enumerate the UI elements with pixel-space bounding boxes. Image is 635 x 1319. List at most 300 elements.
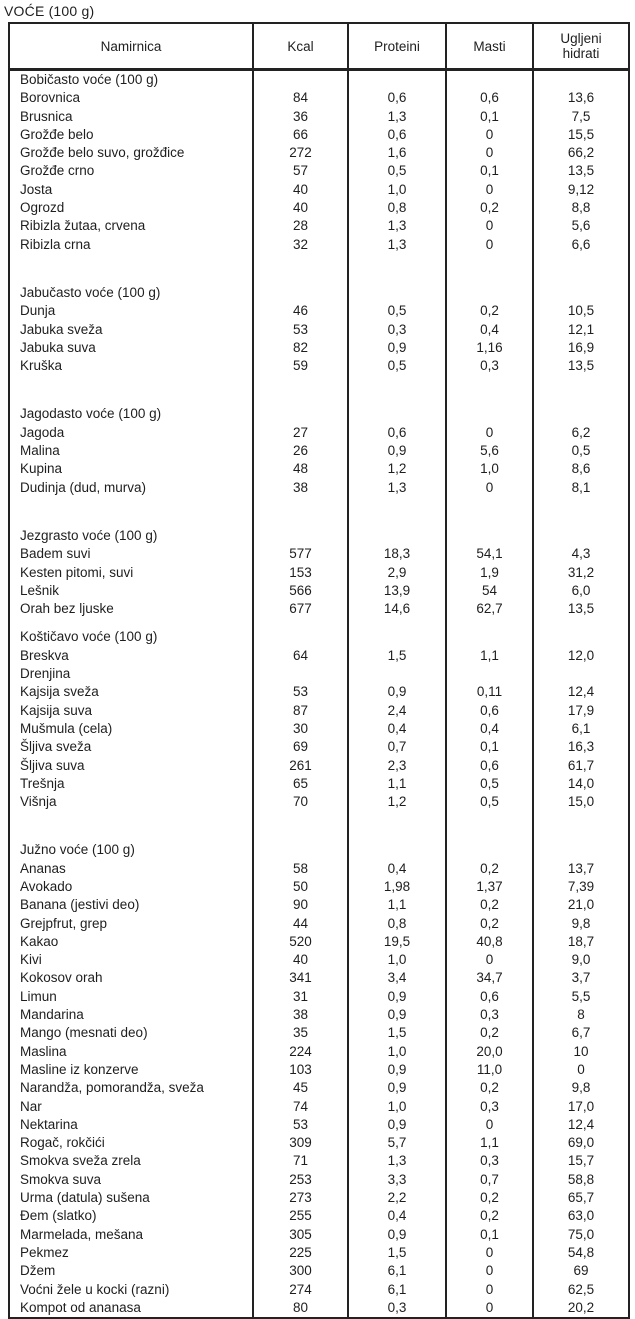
table-row (9, 915, 629, 933)
spacer-cell (348, 254, 446, 284)
ugljeni-hidrati-cell: 13,5 (533, 357, 629, 375)
spacer-cell (253, 811, 348, 841)
kcal-cell: 65 (253, 775, 348, 793)
section-empty-cell (253, 841, 348, 859)
masti-cell: 0,2 (446, 1079, 533, 1097)
food-name-cell: Mušmula (cela) (20, 720, 113, 736)
kcal-cell: 38 (253, 479, 348, 497)
kcal-cell: 32 (253, 236, 348, 254)
proteini-cell: 0,6 (348, 126, 446, 144)
proteini-cell: 0,4 (348, 720, 446, 738)
proteini-cell: 0,5 (348, 162, 446, 180)
section-spacer (9, 254, 629, 284)
section-empty-cell (533, 628, 629, 646)
ugljeni-hidrati-cell: 5,5 (533, 988, 629, 1006)
spacer-cell (533, 497, 629, 527)
masti-cell: 0,6 (446, 89, 533, 107)
proteini-cell: 1,1 (348, 896, 446, 914)
ugljeni-hidrati-cell: 15,5 (533, 126, 629, 144)
column-header-namirnica (9, 23, 253, 70)
masti-cell: 0 (446, 479, 533, 497)
ugljeni-hidrati-cell: 8,8 (533, 199, 629, 217)
column-header-label: Proteini (374, 38, 420, 54)
spacer-cell (9, 618, 253, 628)
section-name: Jabučasto voće (100 g) (20, 284, 161, 300)
kcal-cell: 225 (253, 1244, 348, 1262)
proteini-cell: 5,7 (348, 1134, 446, 1152)
section-empty-cell (446, 284, 533, 302)
column-header-proteini (348, 23, 446, 70)
section-spacer (9, 497, 629, 527)
food-name-cell: Malina (20, 443, 60, 459)
column-header-kcal (253, 23, 348, 70)
section-empty-cell (253, 628, 348, 646)
ugljeni-hidrati-cell: 8,6 (533, 460, 629, 478)
section-spacer (9, 618, 629, 628)
ugljeni-hidrati-cell: 18,7 (533, 933, 629, 951)
table-row (9, 181, 629, 199)
kcal-cell: 57 (253, 162, 348, 180)
section-empty-cell (253, 405, 348, 423)
spacer-cell (253, 254, 348, 284)
table-row (9, 479, 629, 497)
spacer-cell (348, 375, 446, 405)
proteini-cell: 0,9 (348, 442, 446, 460)
masti-cell: 0,7 (446, 1171, 533, 1189)
ugljeni-hidrati-cell: 61,7 (533, 757, 629, 775)
kcal-cell: 50 (253, 878, 348, 896)
kcal-cell: 26 (253, 442, 348, 460)
food-name-cell: Grožđe crno (20, 163, 95, 179)
proteini-cell: 0,9 (348, 988, 446, 1006)
spacer-cell (253, 497, 348, 527)
proteini-cell: 1,0 (348, 1043, 446, 1061)
proteini-cell: 13,9 (348, 582, 446, 600)
spacer-cell (533, 254, 629, 284)
food-name-cell: Dudinja (dud, murva) (20, 479, 147, 495)
section-header-row (9, 284, 629, 302)
table-row (9, 199, 629, 217)
food-name-cell: Grejpfrut, grep (20, 915, 108, 931)
ugljeni-hidrati-cell: 10 (533, 1043, 629, 1061)
ugljeni-hidrati-cell: 75,0 (533, 1226, 629, 1244)
table-row (9, 545, 629, 563)
food-name-cell: Nektarina (20, 1116, 78, 1132)
food-name-cell: Badem suvi (20, 546, 91, 562)
proteini-cell: 1,3 (348, 217, 446, 235)
kcal-cell: 300 (253, 1262, 348, 1280)
masti-cell: 0,6 (446, 757, 533, 775)
masti-cell: 0 (446, 424, 533, 442)
food-name-cell: Jagoda (20, 424, 65, 440)
proteini-cell: 0,9 (348, 1226, 446, 1244)
masti-cell: 0,2 (446, 302, 533, 320)
food-name-cell: Mango (mesnati deo) (20, 1025, 148, 1041)
food-name-cell: Kajsija suva (20, 702, 93, 718)
table-row (9, 720, 629, 738)
kcal-cell: 90 (253, 896, 348, 914)
food-name-cell: Smokva suva (20, 1171, 102, 1187)
food-name-cell: Avokado (20, 878, 73, 894)
table-row (9, 951, 629, 969)
masti-cell: 0,6 (446, 702, 533, 720)
column-header-label: Kcal (287, 38, 314, 54)
section-header-row (9, 70, 629, 90)
table-row (9, 460, 629, 478)
ugljeni-hidrati-cell: 3,7 (533, 969, 629, 987)
section-empty-cell (533, 841, 629, 859)
ugljeni-hidrati-cell (533, 665, 629, 683)
kcal-cell: 40 (253, 181, 348, 199)
proteini-cell: 3,4 (348, 969, 446, 987)
table-row (9, 1189, 629, 1207)
section-empty-cell (253, 527, 348, 545)
proteini-cell: 0,9 (348, 339, 446, 357)
food-name-cell: Voćni žele u kocki (razni) (20, 1281, 170, 1297)
section-header-row (9, 527, 629, 545)
spacer-cell (348, 811, 446, 841)
masti-cell: 1,0 (446, 460, 533, 478)
spacer-cell (533, 811, 629, 841)
proteini-cell: 14,6 (348, 600, 446, 618)
section-empty-cell (348, 405, 446, 423)
kcal-cell: 103 (253, 1061, 348, 1079)
proteini-cell: 0,3 (348, 1299, 446, 1318)
masti-cell: 0,2 (446, 860, 533, 878)
masti-cell: 0 (446, 181, 533, 199)
masti-cell: 54 (446, 582, 533, 600)
kcal-cell: 274 (253, 1281, 348, 1299)
proteini-cell: 0,9 (348, 1116, 446, 1134)
table-row (9, 357, 629, 375)
proteini-cell: 0,9 (348, 1079, 446, 1097)
masti-cell: 0,3 (446, 1152, 533, 1170)
table-row (9, 683, 629, 701)
proteini-cell: 1,0 (348, 1098, 446, 1116)
section-header-row (9, 405, 629, 423)
ugljeni-hidrati-cell: 16,9 (533, 339, 629, 357)
masti-cell: 1,9 (446, 564, 533, 582)
nutrition-table (8, 22, 630, 1319)
masti-cell (446, 665, 533, 683)
proteini-cell: 1,2 (348, 793, 446, 811)
kcal-cell: 44 (253, 915, 348, 933)
table-row (9, 988, 629, 1006)
ugljeni-hidrati-cell: 10,5 (533, 302, 629, 320)
proteini-cell: 6,1 (348, 1281, 446, 1299)
masti-cell: 0,2 (446, 1024, 533, 1042)
food-name-cell: Šljiva suva (20, 757, 85, 773)
kcal-cell: 520 (253, 933, 348, 951)
table-row (9, 144, 629, 162)
proteini-cell: 1,5 (348, 1244, 446, 1262)
masti-cell: 0,11 (446, 683, 533, 701)
table-row (9, 339, 629, 357)
ugljeni-hidrati-cell: 58,8 (533, 1171, 629, 1189)
table-row (9, 1152, 629, 1170)
food-name-cell: Kivi (20, 952, 42, 968)
kcal-cell: 64 (253, 647, 348, 665)
spacer-cell (348, 618, 446, 628)
ugljeni-hidrati-cell: 8 (533, 1006, 629, 1024)
table-row (9, 321, 629, 339)
section-empty-cell (533, 70, 629, 90)
masti-cell: 1,1 (446, 647, 533, 665)
food-name-cell: Šljiva sveža (20, 739, 92, 755)
table-row (9, 108, 629, 126)
kcal-cell: 74 (253, 1098, 348, 1116)
proteini-cell: 1,5 (348, 647, 446, 665)
proteini-cell: 0,6 (348, 424, 446, 442)
header-row (9, 23, 629, 70)
food-name-cell: Nar (20, 1098, 42, 1114)
proteini-cell: 2,4 (348, 702, 446, 720)
proteini-cell: 0,3 (348, 321, 446, 339)
proteini-cell: 0,9 (348, 1061, 446, 1079)
kcal-cell: 84 (253, 89, 348, 107)
food-name-cell: Pekmez (20, 1244, 69, 1260)
proteini-cell: 19,5 (348, 933, 446, 951)
section-name: Koštičavo voće (100 g) (20, 629, 158, 645)
ugljeni-hidrati-cell: 0 (533, 1061, 629, 1079)
ugljeni-hidrati-cell: 69,0 (533, 1134, 629, 1152)
spacer-cell (446, 254, 533, 284)
table-row (9, 1098, 629, 1116)
kcal-cell: 309 (253, 1134, 348, 1152)
kcal-cell (253, 665, 348, 683)
food-name-cell: Jabuka sveža (20, 321, 103, 337)
ugljeni-hidrati-cell: 12,1 (533, 321, 629, 339)
masti-cell: 0,1 (446, 1226, 533, 1244)
food-name-cell: Marmelada, mešana (20, 1226, 144, 1242)
ugljeni-hidrati-cell: 9,0 (533, 951, 629, 969)
masti-cell: 0 (446, 1244, 533, 1262)
page-title: VOĆE (100 g) (4, 3, 95, 19)
section-empty-cell (533, 527, 629, 545)
ugljeni-hidrati-cell: 62,5 (533, 1281, 629, 1299)
spacer-cell (9, 497, 253, 527)
ugljeni-hidrati-cell: 17,9 (533, 702, 629, 720)
kcal-cell: 82 (253, 339, 348, 357)
masti-cell: 34,7 (446, 969, 533, 987)
masti-cell: 0 (446, 217, 533, 235)
ugljeni-hidrati-cell: 31,2 (533, 564, 629, 582)
table-row (9, 896, 629, 914)
masti-cell: 0,2 (446, 199, 533, 217)
ugljeni-hidrati-cell: 66,2 (533, 144, 629, 162)
ugljeni-hidrati-cell: 17,0 (533, 1098, 629, 1116)
kcal-cell: 31 (253, 988, 348, 1006)
column-header-ugljeni-hidrati (533, 23, 629, 70)
section-name: Jagodasto voće (100 g) (20, 406, 162, 422)
proteini-cell: 1,1 (348, 775, 446, 793)
section-empty-cell (348, 70, 446, 90)
kcal-cell: 153 (253, 564, 348, 582)
table-row (9, 702, 629, 720)
table-row (9, 1024, 629, 1042)
masti-cell: 0,3 (446, 357, 533, 375)
table-row (9, 217, 629, 235)
kcal-cell: 30 (253, 720, 348, 738)
kcal-cell: 255 (253, 1207, 348, 1225)
section-name: Bobičasto voće (100 g) (20, 72, 159, 87)
kcal-cell: 305 (253, 1226, 348, 1244)
kcal-cell: 69 (253, 738, 348, 756)
ugljeni-hidrati-cell: 7,5 (533, 108, 629, 126)
table-row (9, 1281, 629, 1299)
table-row (9, 582, 629, 600)
food-name-cell: Ribizla žutaa, crvena (20, 218, 146, 234)
masti-cell: 0,3 (446, 1098, 533, 1116)
ugljeni-hidrati-cell: 6,2 (533, 424, 629, 442)
proteini-cell: 0,7 (348, 738, 446, 756)
table-row (9, 564, 629, 582)
table-row (9, 775, 629, 793)
food-name-cell: Borovnica (20, 90, 81, 106)
masti-cell: 11,0 (446, 1061, 533, 1079)
kcal-cell: 28 (253, 217, 348, 235)
food-name-cell: Smokva sveža zrela (20, 1153, 141, 1169)
proteini-cell: 0,8 (348, 199, 446, 217)
kcal-cell: 261 (253, 757, 348, 775)
ugljeni-hidrati-cell: 14,0 (533, 775, 629, 793)
section-empty-cell (253, 284, 348, 302)
spacer-cell (9, 254, 253, 284)
food-name-cell: Grožđe belo suvo, grožđice (20, 145, 185, 161)
food-name-cell: Ribizla crna (20, 236, 91, 252)
food-name-cell: Banana (jestivi deo) (20, 897, 140, 913)
proteini-cell: 6,1 (348, 1262, 446, 1280)
column-header-label: Namirnica (100, 38, 162, 54)
masti-cell: 1,16 (446, 339, 533, 357)
masti-cell: 20,0 (446, 1043, 533, 1061)
section-header-row (9, 628, 629, 646)
food-name-cell: Lešnik (20, 582, 60, 598)
kcal-cell: 677 (253, 600, 348, 618)
column-header-masti (446, 23, 533, 70)
food-name-cell: Narandža, pomorandža, sveža (20, 1080, 204, 1096)
section-name: Južno voće (100 g) (20, 842, 135, 858)
kcal-cell: 40 (253, 199, 348, 217)
food-name-cell: Džem (20, 1263, 56, 1279)
food-name-cell: Trešnja (20, 775, 65, 791)
section-empty-cell (446, 70, 533, 90)
kcal-cell: 66 (253, 126, 348, 144)
section-name: Jezgrasto voće (100 g) (20, 527, 158, 543)
food-name-cell: Kruška (20, 358, 63, 374)
proteini-cell: 0,5 (348, 357, 446, 375)
spacer-cell (9, 375, 253, 405)
ugljeni-hidrati-cell: 7,39 (533, 878, 629, 896)
ugljeni-hidrati-cell: 6,1 (533, 720, 629, 738)
table-row (9, 1226, 629, 1244)
food-name-cell: Drenjina (20, 666, 71, 682)
food-name-cell: Masline iz konzerve (20, 1061, 139, 1077)
kcal-cell: 341 (253, 969, 348, 987)
table-row (9, 1134, 629, 1152)
masti-cell: 1,37 (446, 878, 533, 896)
section-empty-cell (446, 527, 533, 545)
food-name-cell: Kakao (20, 933, 59, 949)
proteini-cell: 1,3 (348, 108, 446, 126)
section-empty-cell (446, 628, 533, 646)
ugljeni-hidrati-cell: 20,2 (533, 1299, 629, 1318)
masti-cell: 0 (446, 236, 533, 254)
table-row (9, 665, 629, 683)
ugljeni-hidrati-cell: 13,7 (533, 860, 629, 878)
food-name-cell: Urma (datula) sušena (20, 1190, 150, 1206)
kcal-cell: 577 (253, 545, 348, 563)
ugljeni-hidrati-cell: 69 (533, 1262, 629, 1280)
section-empty-cell (348, 284, 446, 302)
table-row (9, 1061, 629, 1079)
table-row (9, 793, 629, 811)
ugljeni-hidrati-cell: 6,7 (533, 1024, 629, 1042)
food-name-cell: Kesten pitomi, suvi (20, 564, 134, 580)
proteini-cell: 0,9 (348, 1006, 446, 1024)
proteini-cell: 1,98 (348, 878, 446, 896)
masti-cell: 0,5 (446, 793, 533, 811)
ugljeni-hidrati-cell: 16,3 (533, 738, 629, 756)
kcal-cell: 46 (253, 302, 348, 320)
table-row (9, 757, 629, 775)
section-empty-cell (533, 284, 629, 302)
masti-cell: 0,4 (446, 321, 533, 339)
masti-cell: 0,2 (446, 1207, 533, 1225)
spacer-cell (446, 375, 533, 405)
food-name-cell: Kokosov orah (20, 970, 103, 986)
food-name-cell: Kajsija sveža (20, 684, 99, 700)
table-body (9, 70, 629, 1319)
masti-cell: 0 (446, 1262, 533, 1280)
proteini-cell: 1,3 (348, 479, 446, 497)
kcal-cell: 53 (253, 321, 348, 339)
table-row (9, 1207, 629, 1225)
ugljeni-hidrati-cell: 8,1 (533, 479, 629, 497)
table-row (9, 1006, 629, 1024)
kcal-cell: 70 (253, 793, 348, 811)
proteini-cell: 0,6 (348, 89, 446, 107)
kcal-cell: 36 (253, 108, 348, 126)
masti-cell: 5,6 (446, 442, 533, 460)
proteini-cell: 1,3 (348, 236, 446, 254)
food-name-cell: Breskva (20, 647, 69, 663)
masti-cell: 0 (446, 144, 533, 162)
proteini-cell: 3,3 (348, 1171, 446, 1189)
table-row (9, 424, 629, 442)
ugljeni-hidrati-cell: 13,6 (533, 89, 629, 107)
masti-cell: 0 (446, 126, 533, 144)
proteini-cell: 2,9 (348, 564, 446, 582)
masti-cell: 0 (446, 1281, 533, 1299)
section-header-row (9, 841, 629, 859)
masti-cell: 0,6 (446, 988, 533, 1006)
kcal-cell: 253 (253, 1171, 348, 1189)
masti-cell: 0,2 (446, 896, 533, 914)
masti-cell: 0,1 (446, 108, 533, 126)
proteini-cell: 1,3 (348, 1152, 446, 1170)
spacer-cell (253, 375, 348, 405)
kcal-cell: 273 (253, 1189, 348, 1207)
spacer-cell (446, 618, 533, 628)
proteini-cell: 0,4 (348, 1207, 446, 1225)
table-row (9, 600, 629, 618)
spacer-cell (446, 811, 533, 841)
table-row (9, 126, 629, 144)
table-row (9, 860, 629, 878)
food-name-cell: Đem (slatko) (20, 1208, 97, 1224)
ugljeni-hidrati-cell: 63,0 (533, 1207, 629, 1225)
